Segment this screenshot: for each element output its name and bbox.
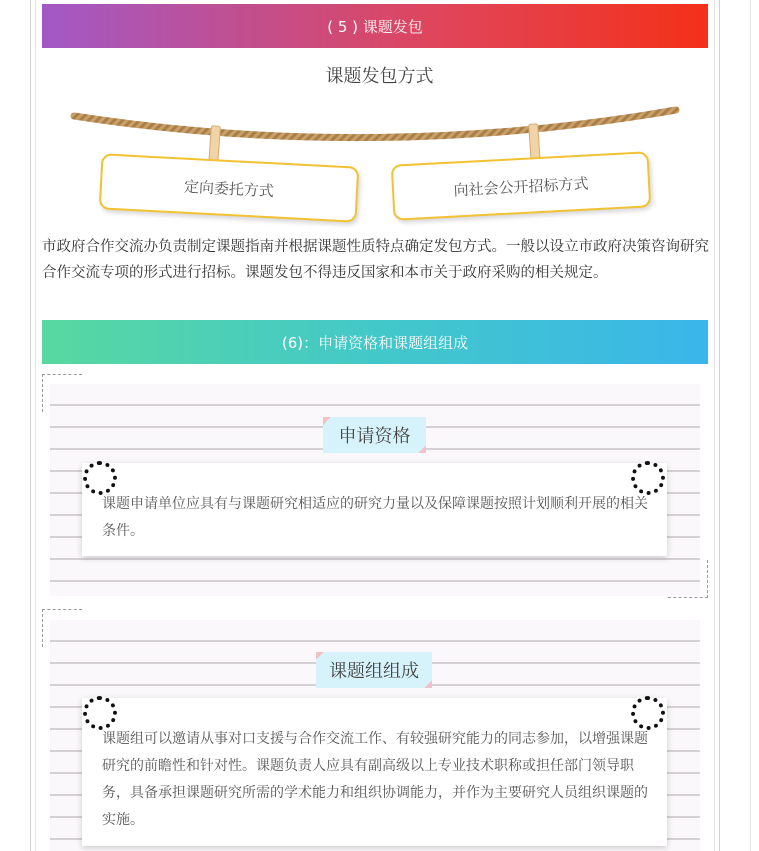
heading-text: 课题组组成 <box>329 661 419 682</box>
dotted-ring-icon <box>83 696 117 730</box>
section-6-banner <box>42 320 708 364</box>
qualification-text: 课题申请单位应具有与课题研究相适应的研究力量以及保障课题按照计划顺利开展的相关条件。 <box>102 496 648 539</box>
heading-text: 申请资格 <box>338 426 411 447</box>
dotted-corner <box>668 560 708 598</box>
dotted-ring-icon <box>631 696 665 730</box>
dotted-corner <box>42 609 82 647</box>
section-5-banner <box>42 4 708 48</box>
team-heading <box>316 652 432 688</box>
dotted-corner <box>42 374 82 412</box>
team-text: 课题组可以邀请从事对口支援与合作交流工作、有较强研究能力的同志参加，以增强课题研究的前瞻性和针对性。课题负责人应具有副高级以上专业技术职称或担任部门领导职务，具备承担课题研究所需的学术能力和组织协调能力，并作为主要研究人员组织课题的实施。 <box>102 731 648 828</box>
rope-illustration <box>60 96 690 236</box>
dotted-ring-icon <box>83 461 117 495</box>
section-5-title: ( 5 ) 课题发包 <box>327 17 423 36</box>
team-card <box>82 698 667 846</box>
method-label: 向社会公开招标方式 <box>453 173 589 200</box>
delivery-description: 市政府合作交流办负责制定课题指南并根据课题性质特点确定发包方式。一般以设立市政府决策咨询研究合作交流专项的形式进行招标。课题发包不得违反国家和本市关于政府采购的相关规定。 <box>42 239 709 281</box>
delivery-method-subtitle: 课题发包方式 <box>325 66 434 87</box>
method-label: 定向委托方式 <box>183 177 275 200</box>
section-6-title: (6)：申请资格和课题组组成 <box>281 333 469 352</box>
dotted-ring-icon <box>631 461 665 495</box>
outer-border <box>750 0 751 851</box>
qualification-card <box>82 463 667 556</box>
qualification-heading <box>323 417 426 453</box>
